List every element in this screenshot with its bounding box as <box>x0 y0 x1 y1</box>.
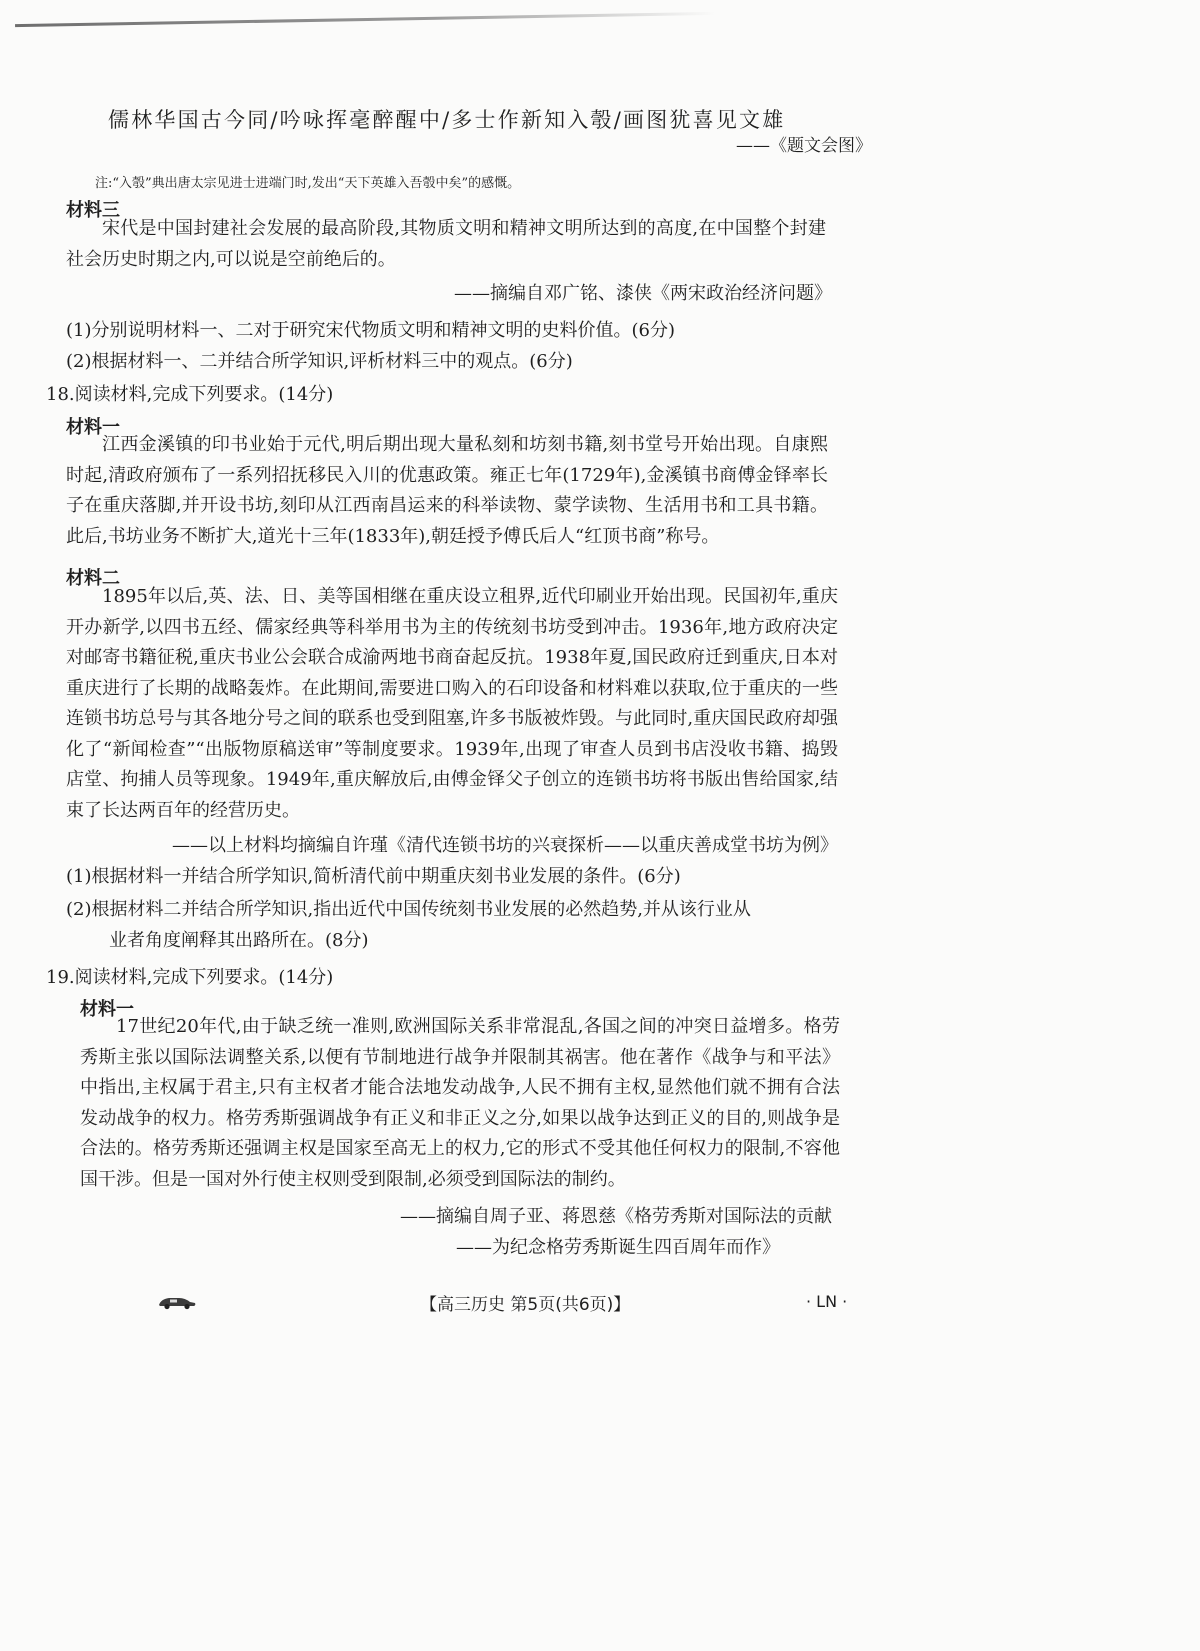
q19-material1-title: 材料一 <box>80 999 134 1020</box>
poem-note: 注:“入彀”典出唐太宗见进士进端门时,发出“天下英雄入吾彀中矣”的感慨。 <box>95 176 521 191</box>
q18-head: 18.阅读材料,完成下列要求。(14分) <box>46 384 334 405</box>
q19-head: 19.阅读材料,完成下列要求。(14分) <box>46 967 334 988</box>
q18-material2-title: 材料二 <box>66 568 120 589</box>
q18-material1-title: 材料一 <box>66 417 120 438</box>
q18-sub2-line1: (2)根据材料二并结合所学知识,指出近代中国传统刻书业发展的必然趋势,并从该行业从 <box>66 899 751 920</box>
q19-material1-source-line2: ——为纪念格劳秀斯诞生四百周年而作》 <box>456 1237 780 1258</box>
q17-sub1: (1)分别说明材料一、二对于研究宋代物质文明和精神文明的史料价值。(6分) <box>66 320 675 341</box>
q18-material2-text: 1895年以后,英、法、日、美等国相继在重庆设立租界,近代印刷业开始出现。民国初年,重庆开办新学,以四书五经、儒家经典等科举用书为主的传统刻书坊受到冲击。1936年,地方政府决定对邮寄书籍征税,重庆书业公会联合成渝两地书商奋起反抗。1938年夏,国民政府迁到重庆,日本对重庆进行了长期的战略轰炸。在此期间,需要进口购入的石印设备和材料难以获取,位于重庆的一些连锁书坊总号与其各地分号之间的联系也受到阻塞,许多书版被炸毁。与此同时,重庆国民政府却强化了“新闻检查”“出版物原稿送审”等制度要求。1939年,出现了审查人员到书店没收书籍、捣毁店堂、拘捕人员等现象。1949年,重庆解放后,由傅金铎父子创立的连锁书坊将书版出售给国家,结束了长达两百年的经营历史。 <box>66 586 838 821</box>
q18-material1-text: 江西金溪镇的印书业始于元代,明后期出现大量私刻和坊刻书籍,刻书堂号开始出现。自康熙时起,清政府颁布了一系列招抚移民入川的优惠政策。雍正七年(1729年),金溪镇书商傅金铎率长子在重庆落脚,并开设书坊,刻印从江西南昌运来的科举读物、蒙学读物、生活用书和工具书籍。此后,书坊业务不断扩大,道光十三年(1833年),朝廷授予傅氏后人“红顶书商”称号。 <box>66 434 828 547</box>
q17-material3-title: 材料三 <box>66 200 120 221</box>
q18-sub2-line2: 业者角度阐释其出路所在。(8分) <box>109 930 369 951</box>
q17-material3-source: ——摘编自邓广铭、漆侠《两宋政治经济问题》 <box>454 283 832 304</box>
poem-source: ——《题文会图》 <box>736 136 872 156</box>
poem-text: 儒林华国古今同/吟咏挥毫醉醒中/多士作新知入彀/画图犹喜见文雄 <box>108 108 786 132</box>
footer-page-label: 【高三历史 第5页(共6页)】 <box>420 1295 631 1315</box>
q18-sub1: (1)根据材料一并结合所学知识,简析清代前中期重庆刻书业发展的条件。(6分) <box>66 866 681 887</box>
q17-material3-text: 宋代是中国封建社会发展的最高阶段,其物质文明和精神文明所达到的高度,在中国整个封建社会历史时期之内,可以说是空前绝后的。 <box>66 218 826 270</box>
scan-edge-line <box>15 12 715 27</box>
car-logo-icon <box>157 1294 197 1310</box>
q18-material2-source: ——以上材料均摘编自许瑾《清代连锁书坊的兴衰探析——以重庆善成堂书坊为例》 <box>172 835 838 856</box>
q19-material1-text: 17世纪20年代,由于缺乏统一准则,欧洲国际关系非常混乱,各国之间的冲突日益增多。格劳秀斯主张以国际法调整关系,以便有节制地进行战争并限制其祸害。他在著作《战争与和平法》中指出,主权属于君主,只有主权者才能合法地发动战争,人民不拥有主权,显然他们就不拥有合法发动战争的权力。格劳秀斯强调战争有正义和非正义之分,如果以战争达到正义的目的,则战争是合法的。格劳秀斯还强调主权是国家至高无上的权力,它的形式不受其他任何权力的限制,不容他国干涉。但是一国对外行使主权则受到限制,必须受到国际法的制约。 <box>80 1016 840 1190</box>
q19-material1-source-line1: ——摘编自周子亚、蒋恩慈《格劳秀斯对国际法的贡献 <box>400 1206 832 1227</box>
q17-sub2: (2)根据材料一、二并结合所学知识,评析材料三中的观点。(6分) <box>66 351 573 372</box>
footer-code: · LN · <box>806 1292 848 1311</box>
